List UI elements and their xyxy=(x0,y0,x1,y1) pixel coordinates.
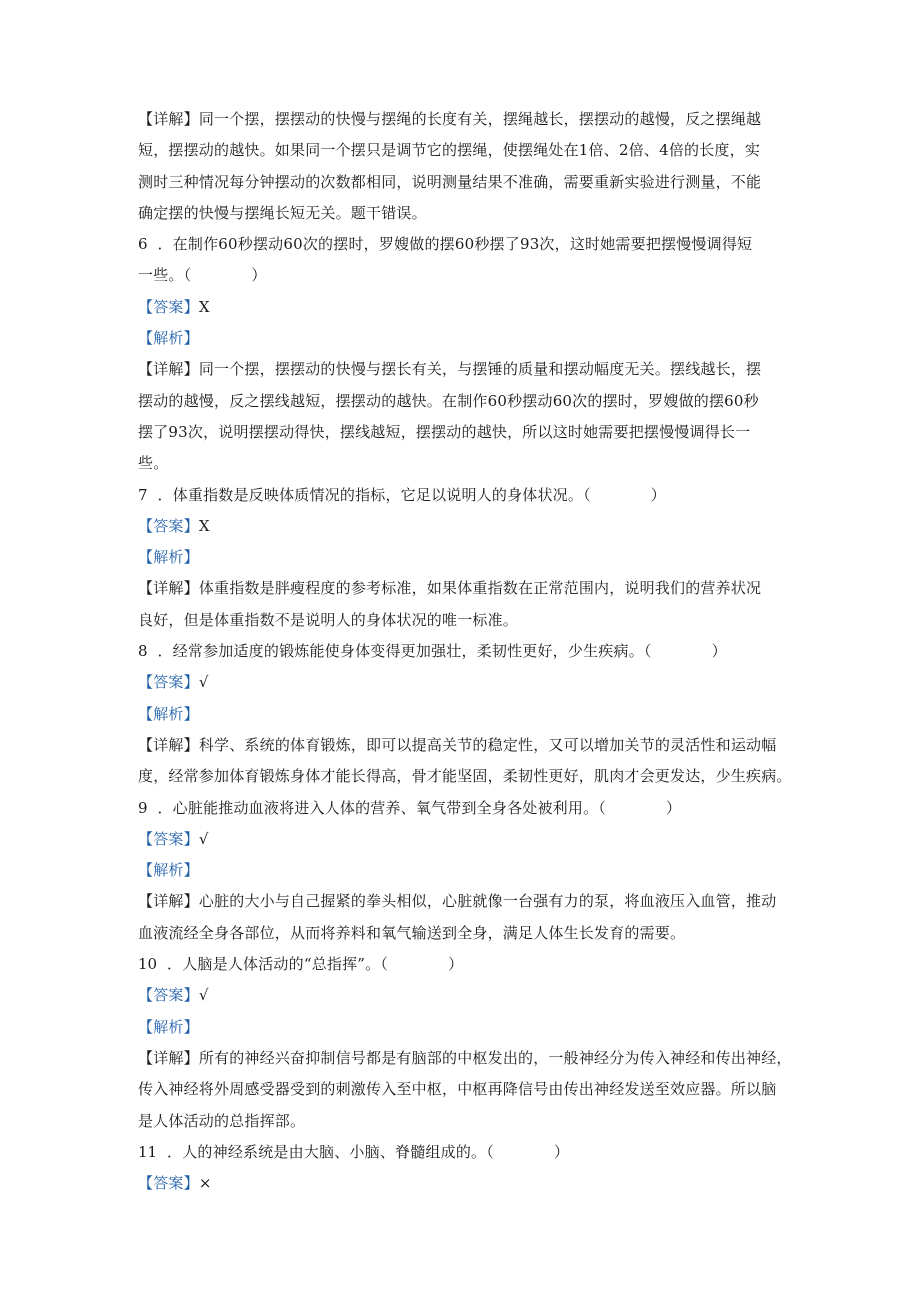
question-text: ．心脏能推动血液将进入人体的营养、氧气带到全身各处被利用。（ xyxy=(157,798,606,817)
detail-line xyxy=(138,761,792,792)
answer-tag: 【答案】 xyxy=(138,516,199,535)
question-line xyxy=(138,229,786,260)
analysis-line xyxy=(138,855,786,886)
detail-text: 传入神经将外周感受器受到的刺激传入至中枢，中枢再降信号由传出神经发送至效应器。所以脑 xyxy=(138,1080,777,1099)
detail-line xyxy=(138,135,786,166)
detail-line xyxy=(138,104,786,135)
question-number: 7 xyxy=(138,485,148,504)
analysis-line xyxy=(138,1012,786,1043)
question-number: 9 xyxy=(138,798,148,817)
detail-tag: 【详解】 xyxy=(138,579,199,598)
question-text: ．在制作60秒摆动60次的摆时，罗嫂做的摆60秒摆了93次，这时她需要把摆慢慢调得短 xyxy=(157,235,753,254)
paren-close: ） xyxy=(553,1142,570,1161)
answer-value: × xyxy=(198,1174,212,1193)
detail-text: 测时三种情况每分钟摆动的次数都相同，说明测量结果不准确，需要重新实验进行测量，不能 xyxy=(138,172,762,191)
question-line xyxy=(138,793,786,824)
analysis-tag: 【解析】 xyxy=(138,861,199,880)
answer-line xyxy=(138,1168,786,1199)
analysis-line xyxy=(138,542,786,573)
answer-tag: 【答案】 xyxy=(138,829,199,848)
spacer xyxy=(148,642,158,660)
answer-line xyxy=(138,980,786,1011)
detail-text: 是人体活动的总指挥部。 xyxy=(138,1111,306,1130)
question-line xyxy=(138,1137,786,1168)
spacer xyxy=(148,799,158,817)
spacer xyxy=(157,1143,167,1161)
answer-line xyxy=(138,292,786,323)
question-text: 一些。（ xyxy=(138,266,192,285)
analysis-tag: 【解析】 xyxy=(138,329,199,348)
detail-tag: 【详解】 xyxy=(138,1048,199,1067)
detail-tag: 【详解】 xyxy=(138,110,199,128)
detail-text: 心脏的大小与自己握紧的拳头相似，心脏就像一台强有力的泵，将血液压入血管，推动 xyxy=(198,892,777,911)
question-line xyxy=(138,480,786,511)
answer-tag: 【答案】 xyxy=(138,673,199,692)
answer-tag: 【答案】 xyxy=(138,1174,199,1193)
detail-text: 所有的神经兴奋抑制信号都是有脑部的中枢发出的，一般神经分为传入神经和传出神经， xyxy=(198,1048,792,1067)
analysis-line xyxy=(138,323,786,354)
answer-tag: 【答案】 xyxy=(138,986,199,1005)
answer-tag: 【答案】 xyxy=(138,297,199,316)
question-text: ．体重指数是反映体质情况的指标，它足以说明人的身体状况。（ xyxy=(157,485,591,504)
detail-text: 摆动的越慢，反之摆线越短，摆摆动的越快。在制作60秒摆动60次的摆时，罗嫂做的摆60秒 xyxy=(138,391,759,410)
question-answer-content xyxy=(138,104,792,1199)
detail-text: 摆了93次，说明摆摆动得快，摆线越短，摆摆动的越快，所以这时她需要把摆慢慢调得长一 xyxy=(138,422,751,441)
detail-text: 确定摆的快慢与摆绳长短无关。题干错误。 xyxy=(138,203,427,222)
analysis-line xyxy=(138,699,786,730)
detail-line xyxy=(138,918,786,949)
question-number: 6 xyxy=(138,235,148,254)
answer-value: √ xyxy=(198,829,209,848)
detail-text: 短，摆摆动的越快。如果同一个摆只是调节它的摆绳，使摆绳处在1倍、2倍、4倍的长度，实 xyxy=(138,141,761,160)
detail-tag: 【详解】 xyxy=(138,360,199,379)
question-number: 11 xyxy=(138,1142,158,1161)
answer-value: √ xyxy=(198,673,209,692)
paren-close: ） xyxy=(666,798,682,817)
question-line xyxy=(138,636,786,667)
question-text: ．经常参加适度的锻炼能使身体变得更加强壮，柔韧性更好，少生疾病。（ xyxy=(157,642,652,661)
spacer xyxy=(148,235,158,253)
detail-line xyxy=(138,167,786,198)
detail-line xyxy=(138,730,786,761)
answer-line xyxy=(138,667,786,698)
detail-tag: 【详解】 xyxy=(138,892,199,911)
detail-line xyxy=(138,386,786,417)
detail-line xyxy=(138,417,786,448)
detail-text: 同一个摆，摆摆动的快慢与摆绳的长度有关，摆绳越长，摆摆动的越慢，反之摆绳越 xyxy=(198,110,762,128)
answer-line xyxy=(138,824,786,855)
analysis-tag: 【解析】 xyxy=(138,704,199,723)
detail-text: 体重指数是胖瘦程度的参考标准，如果体重指数在正常范围内，说明我们的营养状况 xyxy=(198,579,762,598)
paren-close: ） xyxy=(448,955,464,974)
detail-text: 同一个摆，摆摆动的快慢与摆长有关，与摆锤的质量和摆动幅度无关。摆线越长，摆 xyxy=(198,360,762,379)
detail-text: 血液流经全身各部位，从而将养料和氧气输送到全身，满足人体生长发育的需要。 xyxy=(138,923,686,942)
detail-tag: 【详解】 xyxy=(138,735,199,754)
detail-line xyxy=(138,1043,792,1074)
answer-line xyxy=(138,511,786,542)
answer-value: X xyxy=(198,516,210,535)
detail-text: 科学、系统的体育锻炼，即可以提高关节的稳定性，又可以增加关节的灵活性和运动幅 xyxy=(198,735,777,754)
answer-value: √ xyxy=(198,986,209,1005)
answer-value: X xyxy=(198,297,210,316)
paren-close: ） xyxy=(711,642,727,661)
detail-line xyxy=(138,1106,786,1137)
question-line xyxy=(138,949,786,980)
spacer xyxy=(157,955,167,973)
question-text: ．人的神经系统是由大脑、小脑、脊髓组成的。（ xyxy=(167,1142,494,1161)
spacer xyxy=(148,486,158,504)
detail-line xyxy=(138,448,786,479)
detail-text: 良好，但是体重指数不是说明人的身体状况的唯一标准。 xyxy=(138,610,519,629)
detail-line xyxy=(138,886,786,917)
analysis-tag: 【解析】 xyxy=(138,1017,199,1036)
paren-close: ） xyxy=(650,485,666,504)
detail-line xyxy=(138,573,786,604)
detail-line xyxy=(138,198,786,229)
detail-line xyxy=(138,354,786,385)
analysis-tag: 【解析】 xyxy=(138,548,199,567)
detail-line xyxy=(138,1074,786,1105)
question-text: ．人脑是人体活动的“总指挥”。（ xyxy=(167,955,389,974)
detail-text: 度，经常参加体育锻炼身体才能长得高，骨才能坚固，柔韧性更好，肌肉才会更发达，少生疾病。 xyxy=(138,767,792,786)
question-line xyxy=(138,260,786,291)
detail-line xyxy=(138,605,786,636)
question-number: 10 xyxy=(138,955,158,974)
question-number: 8 xyxy=(138,642,148,661)
detail-text: 些。 xyxy=(138,454,169,473)
paren-close: ） xyxy=(251,266,267,285)
